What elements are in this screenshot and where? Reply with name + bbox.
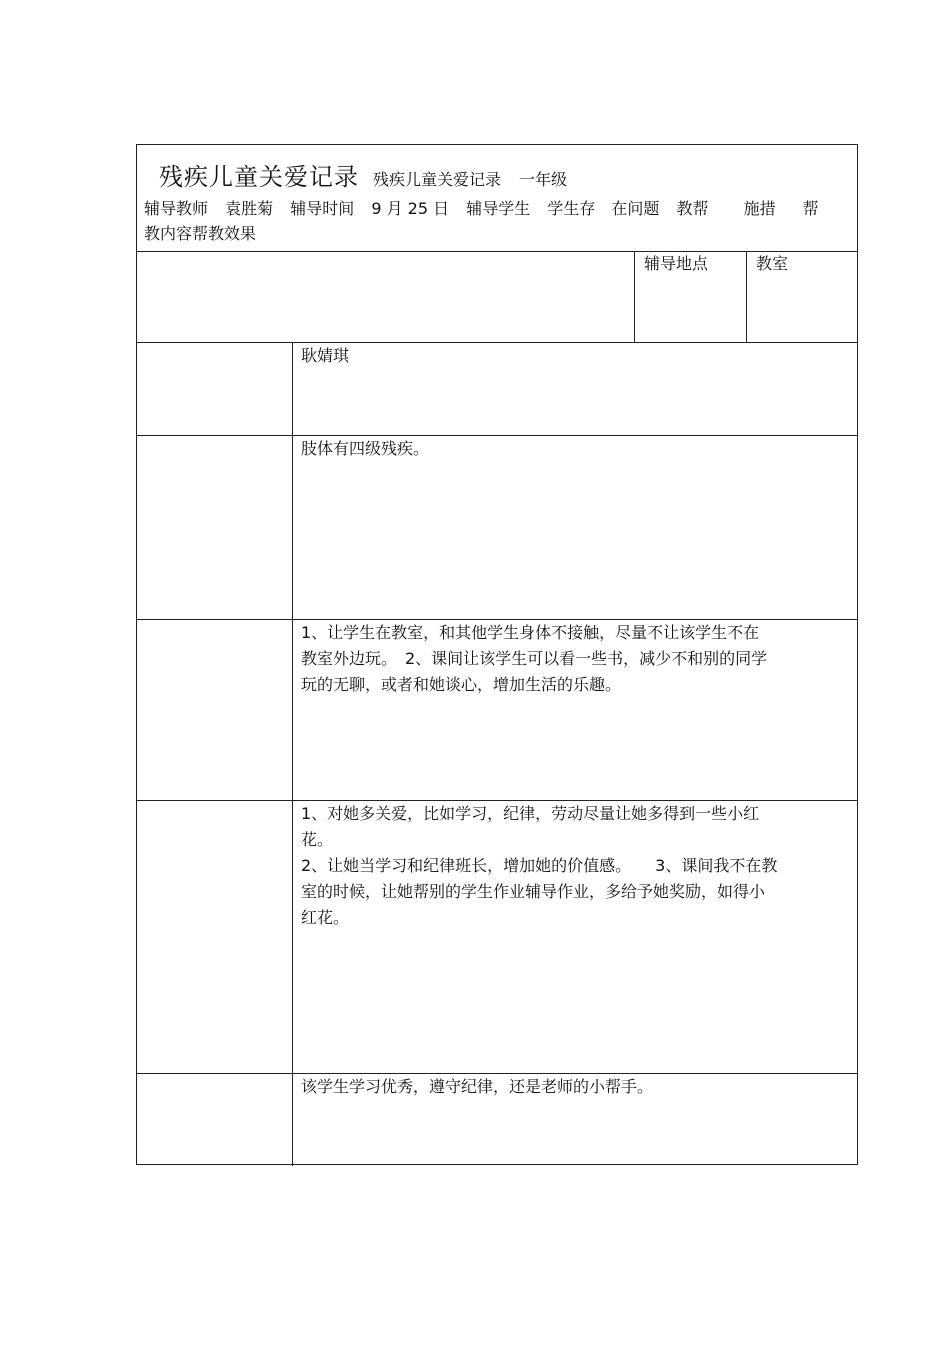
content-line: 红花。 <box>301 908 350 927</box>
measures-label: 施措 <box>743 199 776 218</box>
student-name: 耿婧琪 <box>301 346 350 365</box>
rule-v-location-a <box>634 251 635 342</box>
content-line: 室的时候，让她帮别的学生作业辅导作业，多给予她奖励，如得小 <box>301 882 766 901</box>
teacher-label: 辅导教师 <box>144 199 209 218</box>
sub-title: 残疾儿童关爱记录 <box>373 170 502 189</box>
measures-line: 教室外边玩。 2、课间让该学生可以看一些书，减少不和别的同学 <box>301 649 768 668</box>
rule-2 <box>137 342 857 343</box>
title-row <box>159 157 567 192</box>
problem-label: 学生存 在问题 <box>547 199 660 218</box>
info-line-1 <box>144 196 819 219</box>
help-content <box>301 801 851 931</box>
location-label: 辅导地点 <box>644 254 709 273</box>
measures-line: 玩的无聊，或者和她谈心，增加生活的乐趣。 <box>301 675 622 694</box>
record-table <box>136 144 858 1165</box>
student-label: 辅导学生 <box>466 199 531 218</box>
help-measures <box>301 620 851 698</box>
rule-3 <box>137 435 857 436</box>
measures-line: 1、让学生在教室，和其他学生身体不接触，尽量不让该学生不在 <box>301 623 760 642</box>
student-problem: 肢体有四级残疾。 <box>301 439 430 458</box>
rule-1 <box>137 251 857 252</box>
content-line: 花。 <box>301 830 334 849</box>
method-label: 教帮 <box>676 199 709 218</box>
help-label: 帮 <box>802 199 819 218</box>
main-title: 残疾儿童关爱记录 <box>159 163 359 191</box>
rule-v-location-b <box>746 251 747 342</box>
info-line-2: 教内容帮教效果 <box>144 224 257 243</box>
help-effect: 该学生学习优秀，遵守纪律，还是老师的小帮手。 <box>301 1077 654 1096</box>
date-value: 9 月 25 日 <box>371 199 450 218</box>
location-value: 教室 <box>756 254 789 273</box>
grade-label: 一年级 <box>519 170 568 189</box>
content-line: 1、对她多关爱，比如学习，纪律，劳动尽量让她多得到一些小红 <box>301 804 760 823</box>
rule-v-label-column <box>292 342 293 1166</box>
teacher-name: 袁胜菊 <box>225 199 274 218</box>
time-label: 辅导时间 <box>290 199 355 218</box>
content-line: 2、让她当学习和纪律班长，增加她的价值感。 3、课间我不在教 <box>301 856 778 875</box>
